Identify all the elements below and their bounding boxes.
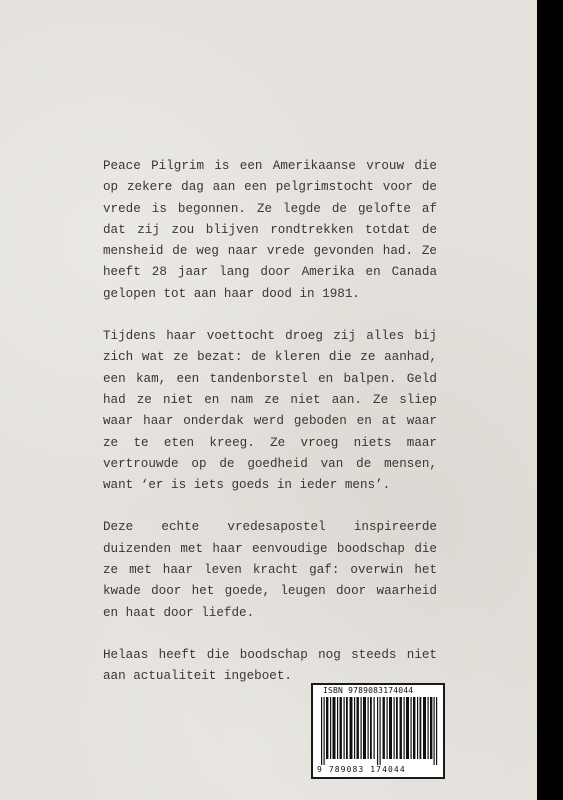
isbn-label: ISBN 9789083174044 (323, 686, 414, 695)
page-edge (537, 0, 563, 800)
blurb-paragraph-1: Peace Pilgrim is een Amerikaanse vrouw die op zekere dag aan een pelgrimstocht voor de vrede is begonnen. Ze legde de gelofte af dat zij zou blijven rondtrekken totdat de mensheid de weg naar vrede gevonden had. Ze heeft 28 jaar lang door Amerika en Canada gelopen tot aan haar dood in 1981. (103, 159, 437, 301)
blurb-paragraph-4: Helaas heeft die boodschap nog steeds niet aan actualiteit ingeboet. (103, 647, 437, 684)
barcode-bars (319, 697, 439, 765)
blurb-paragraph-3: Deze echte vredesapostel inspireerde duizenden met haar eenvoudige boodschap die ze met haar leven kracht gaf: overwin het kwade door het goede, leugen door waarheid en haat door liefde. (103, 520, 437, 620)
blurb-text (103, 156, 437, 688)
barcode-digits: 9 789083 174044 (317, 765, 406, 774)
blurb-paragraph-2: Tijdens haar voettocht droeg zij alles bij zich wat ze bezat: de kleren die ze aanhad, een kam, een tandenborstel en balpen. Geld had ze niet en nam ze niet aan. Ze sliep waar haar onderdak werd geboden en at waar ze te eten kreeg. Ze vroeg niets maar vertrouwde op de goedheid van de mensen, want ‘er is iets goeds in ieder mens’. (103, 329, 437, 493)
isbn-barcode (311, 683, 445, 779)
